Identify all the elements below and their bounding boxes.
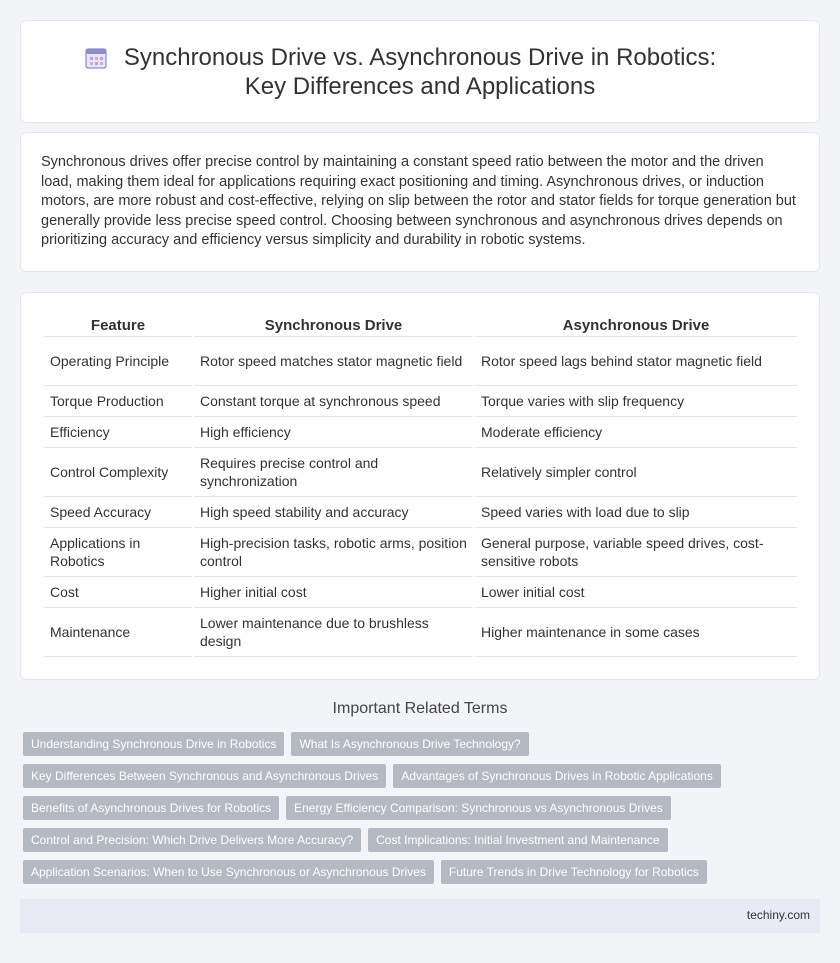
comparison-table <box>42 315 799 657</box>
table-cell: Moderate efficiency <box>475 417 797 448</box>
title-card <box>20 20 820 123</box>
table-cell: Speed Accuracy <box>44 497 192 528</box>
table-cell: Efficiency <box>44 417 192 448</box>
table-cell: High speed stability and accuracy <box>194 497 473 528</box>
table-cell: Higher maintenance in some cases <box>475 608 797 657</box>
table-cell: Maintenance <box>44 608 192 657</box>
related-tag[interactable]: Application Scenarios: When to Use Synchronous or Asynchronous Drives <box>23 860 434 884</box>
related-tag[interactable]: Advantages of Synchronous Drives in Robotic Applications <box>393 764 721 788</box>
table-cell: High efficiency <box>194 417 473 448</box>
table-cell: Lower maintenance due to brushless design <box>194 608 473 657</box>
related-tag[interactable]: Key Differences Between Synchronous and Asynchronous Drives <box>23 764 386 788</box>
table-row <box>44 608 797 657</box>
footer-site-link[interactable]: techiny.com <box>746 908 810 922</box>
table-row <box>44 497 797 528</box>
header-synchronous: Synchronous Drive <box>194 315 473 337</box>
header-asynchronous: Asynchronous Drive <box>475 315 797 337</box>
related-terms-title: Important Related Terms <box>332 700 508 717</box>
table-row <box>44 528 797 577</box>
related-tag[interactable]: Benefits of Asynchronous Drives for Robotics <box>23 796 279 820</box>
related-tag[interactable]: Energy Efficiency Comparison: Synchronous vs Asynchronous Drives <box>286 796 671 820</box>
table-cell: Torque varies with slip frequency <box>475 386 797 417</box>
table-cell: Torque Production <box>44 386 192 417</box>
table-cell: Speed varies with load due to slip <box>475 497 797 528</box>
table-cell: Constant torque at synchronous speed <box>194 386 473 417</box>
related-tag[interactable]: Control and Precision: Which Drive Delivers More Accuracy? <box>23 828 361 852</box>
table-cell: Rotor speed matches stator magnetic field <box>194 337 473 386</box>
related-tags <box>23 732 823 892</box>
table-row <box>44 337 797 386</box>
footer <box>20 899 820 933</box>
table-cell: Higher initial cost <box>194 577 473 608</box>
table-cell: Relatively simpler control <box>475 448 797 497</box>
table-cell: Cost <box>44 577 192 608</box>
table-cell: General purpose, variable speed drives, cost-sensitive robots <box>475 528 797 577</box>
related-tag[interactable]: What Is Asynchronous Drive Technology? <box>291 732 528 756</box>
header-feature: Feature <box>44 315 192 337</box>
table-row <box>44 386 797 417</box>
related-tag[interactable]: Cost Implications: Initial Investment and Maintenance <box>368 828 667 852</box>
table-cell: Lower initial cost <box>475 577 797 608</box>
table-cell: Operating Principle <box>44 337 192 386</box>
related-tag[interactable]: Future Trends in Drive Technology for Robotics <box>441 860 707 884</box>
comparison-card <box>20 292 820 680</box>
table-row <box>44 448 797 497</box>
table-row <box>44 577 797 608</box>
table-cell: Control Complexity <box>44 448 192 497</box>
table-header-row <box>44 315 797 337</box>
table-row <box>44 417 797 448</box>
intro-card <box>20 132 820 272</box>
intro-paragraph: Synchronous drives offer precise control by maintaining a constant speed ratio between the motor and the driven load, making them ideal for applications requiring exact positioning and timing. Asynchronous drives, or induction motors, are more robust and cost-effective, relying on slip between the rotor and stator fields for torque generation but generally provide less precise speed control. Choosing between synchronous and asynchronous drives depends on prioritizing accuracy and efficiency versus simplicity and durability in robotic systems. <box>41 154 796 248</box>
page-title: Synchronous Drive vs. Asynchronous Drive in Robotics: Key Differences and Applications <box>123 44 717 100</box>
table-cell: High-precision tasks, robotic arms, position control <box>194 528 473 577</box>
table-cell: Requires precise control and synchronization <box>194 448 473 497</box>
table-cell: Applications in Robotics <box>44 528 192 577</box>
related-tag[interactable]: Understanding Synchronous Drive in Robotics <box>23 732 284 756</box>
table-cell: Rotor speed lags behind stator magnetic field <box>475 337 797 386</box>
